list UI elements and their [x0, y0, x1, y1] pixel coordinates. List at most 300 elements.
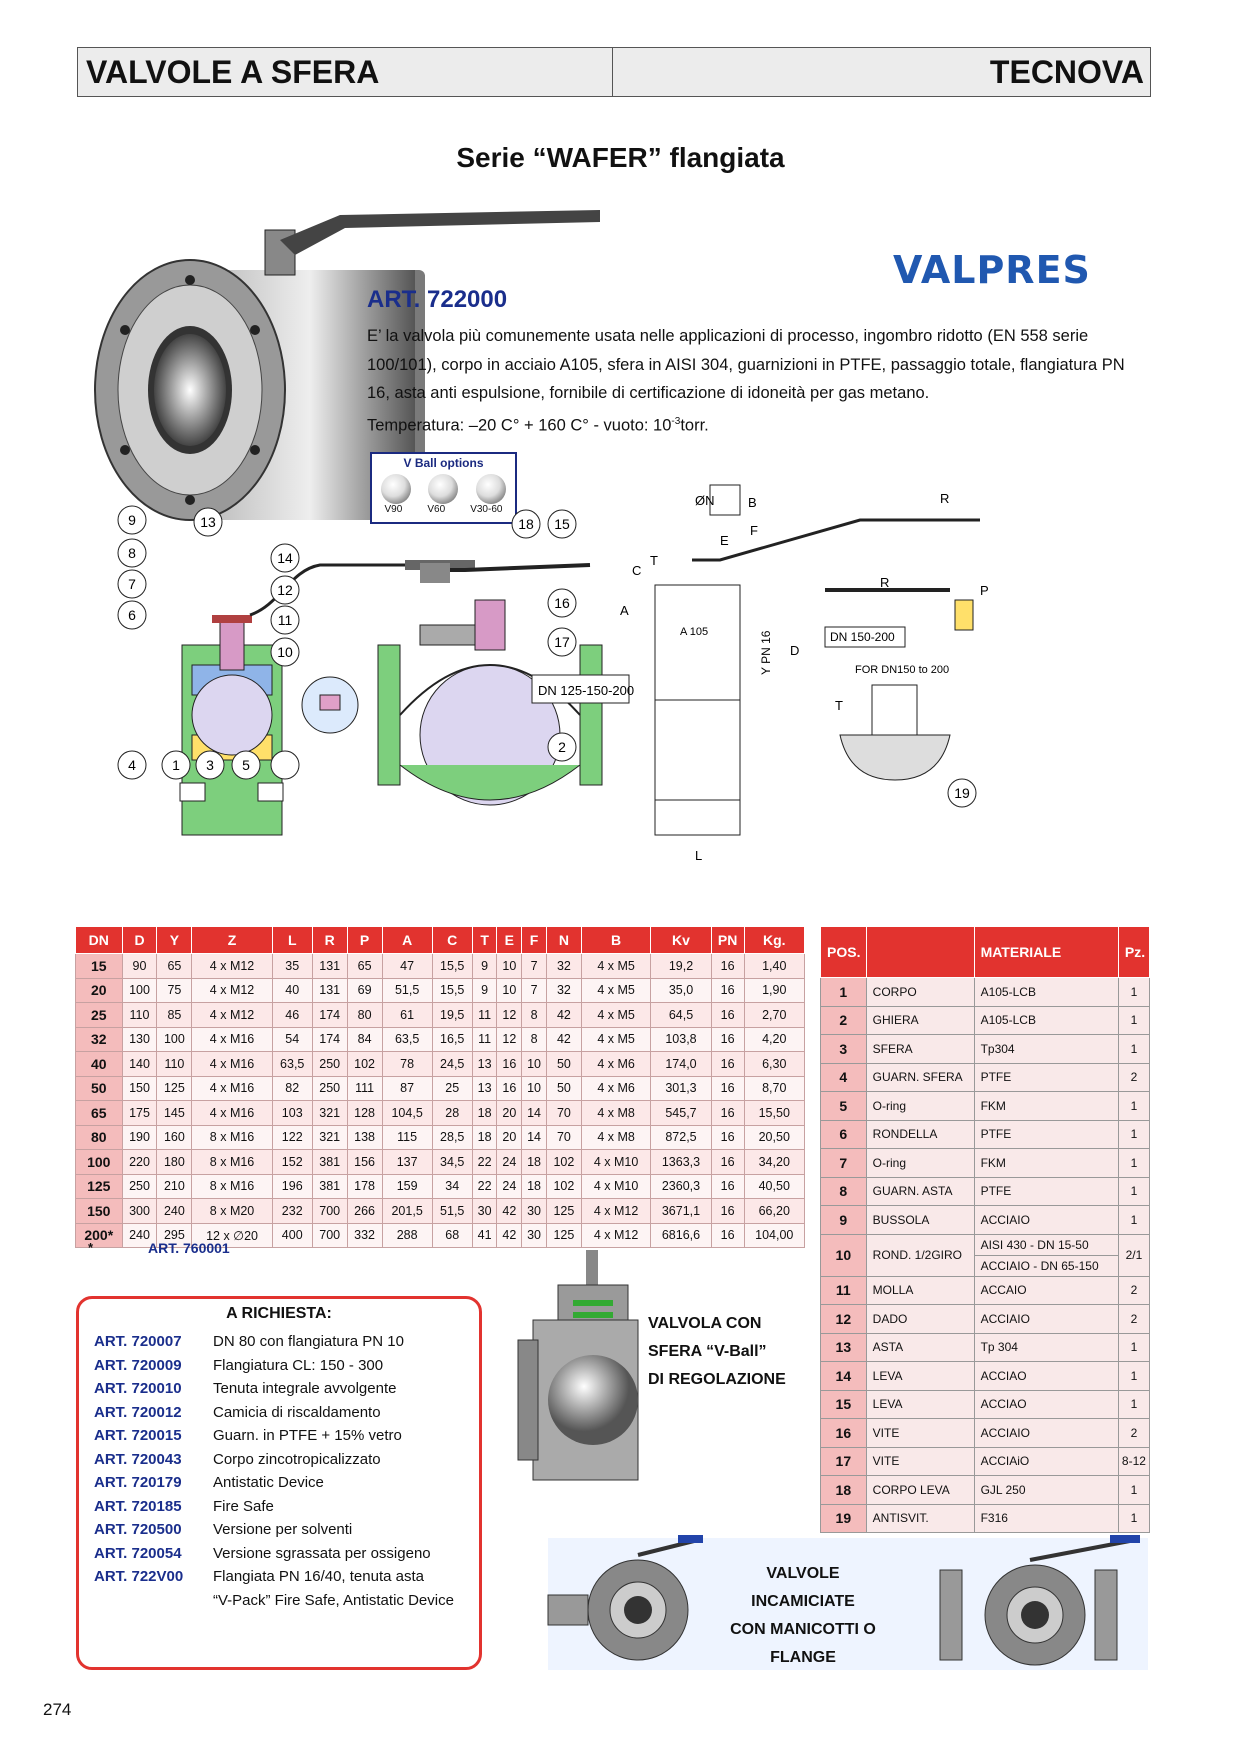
callout-16: 16	[554, 595, 570, 611]
dim-cell: 103,8	[651, 1027, 711, 1052]
dim-cell: 63,5	[382, 1027, 432, 1052]
callout-3: 3	[206, 757, 214, 773]
dim-cell: 300	[122, 1199, 157, 1224]
dim-cell: 54	[272, 1027, 312, 1052]
material-cell: ACCIAIO	[974, 1419, 1118, 1448]
dim-cell: 332	[347, 1223, 382, 1248]
material-cell: 4	[821, 1063, 867, 1092]
material-cell: ASTA	[866, 1333, 974, 1362]
dim-cell: 240	[157, 1199, 192, 1224]
dim-cell: 4 x M12	[581, 1223, 650, 1248]
option-description: Guarn. in PTFE + 15% vetro	[213, 1427, 402, 1444]
dim-cell: 90	[122, 954, 157, 979]
dim-cell: 65	[76, 1101, 123, 1126]
dim-cell: 872,5	[651, 1125, 711, 1150]
material-cell: 1	[1118, 1149, 1149, 1178]
dim-cell: 24	[497, 1150, 522, 1175]
dim-cell: 250	[122, 1174, 157, 1199]
dim-cell: 10	[497, 978, 522, 1003]
dim-cell: 4,20	[744, 1027, 804, 1052]
material-cell: LEVA	[866, 1362, 974, 1391]
material-cell: 1	[1118, 1362, 1149, 1391]
dim-cell: 545,7	[651, 1101, 711, 1126]
dim-cell: 34,5	[432, 1150, 472, 1175]
dim-cell: 4 x M16	[192, 1076, 272, 1101]
material-cell: 16	[821, 1419, 867, 1448]
dim-cell: 18	[522, 1150, 547, 1175]
dim-p: P	[980, 583, 989, 598]
option-description: Fire Safe	[213, 1497, 274, 1515]
dim-cell: 178	[347, 1174, 382, 1199]
dim-cell: 12	[497, 1003, 522, 1028]
material-cell: 18	[821, 1476, 867, 1505]
material-row	[821, 1476, 1150, 1505]
material-cell: DADO	[866, 1305, 974, 1334]
dim-cell: 137	[382, 1150, 432, 1175]
vball-options-box	[370, 452, 517, 524]
dim-cell: 321	[312, 1101, 347, 1126]
vball-label: V60	[427, 504, 446, 515]
material-cell: 1	[1118, 978, 1149, 1007]
material-cell: 11	[821, 1276, 867, 1305]
vball-label: V30-60	[470, 504, 503, 515]
dim-cell: 20	[497, 1101, 522, 1126]
option-description: DN 80 con flangiatura PN 10	[213, 1333, 404, 1350]
option-description: Camicia di riscaldamento	[213, 1403, 381, 1421]
dim-cell: 40,50	[744, 1174, 804, 1199]
dim-cell: 2360,3	[651, 1174, 711, 1199]
dim-cell: 22	[472, 1150, 497, 1175]
material-cell: RONDELLA	[866, 1120, 974, 1149]
material-cell: 12	[821, 1305, 867, 1334]
callout-13: 13	[200, 514, 216, 530]
material-cell: GUARN. SFERA	[866, 1063, 974, 1092]
material-cell: 19	[821, 1504, 867, 1533]
dim-cell: 288	[382, 1223, 432, 1248]
dim-l: L	[695, 848, 703, 863]
dim-cell: 8	[522, 1027, 547, 1052]
dim-cell: 16	[711, 954, 744, 979]
dim-cell: 125	[546, 1199, 581, 1224]
material-row	[821, 1305, 1150, 1334]
dim-cell: 42	[546, 1027, 581, 1052]
option-description: Corpo zincotropicalizzato	[213, 1450, 381, 1468]
dim-cell: 232	[272, 1199, 312, 1224]
header-title: VALVOLE A SFERA	[78, 48, 613, 96]
dim-cell: 1363,3	[651, 1150, 711, 1175]
dim-cell: 13	[472, 1076, 497, 1101]
material-row	[821, 1120, 1150, 1149]
dim-cell: 4 x M16	[192, 1027, 272, 1052]
dim-cell: 11	[472, 1003, 497, 1028]
option-code: ART. 720012	[94, 1403, 182, 1421]
material-cell: 1	[1118, 1035, 1149, 1064]
dim-cell: 65	[157, 954, 192, 979]
dim-cell: 35,0	[651, 978, 711, 1003]
dim-header-2: Y	[157, 927, 192, 954]
dim-cell: 301,3	[651, 1076, 711, 1101]
dim-cell: 4 x M5	[581, 978, 650, 1003]
material-row	[821, 978, 1150, 1007]
dim-cell: 150	[122, 1076, 157, 1101]
dim-cell: 180	[157, 1150, 192, 1175]
dim-cell: 64,5	[651, 1003, 711, 1028]
dim-cell: 381	[312, 1174, 347, 1199]
material-cell: 2	[1118, 1063, 1149, 1092]
dim-c: C	[632, 563, 642, 578]
dim-cell: 145	[157, 1101, 192, 1126]
dim-b: B	[748, 495, 757, 510]
dim-cell: 50	[546, 1076, 581, 1101]
material-cell: ACCAIO	[974, 1276, 1118, 1305]
option-description: Flangiata PN 16/40, tenuta asta	[213, 1568, 424, 1585]
table-row	[76, 1150, 805, 1175]
material-cell: SFERA	[866, 1035, 974, 1064]
material-cell: A105-LCB	[974, 978, 1118, 1007]
dim-cell: 8 x M16	[192, 1150, 272, 1175]
dim-cell: 8 x M20	[192, 1199, 272, 1224]
dim-cell: 102	[347, 1052, 382, 1077]
callout-2b: 2	[558, 739, 566, 755]
option-code: ART. 720500	[94, 1521, 182, 1538]
dim-cell: 18	[472, 1125, 497, 1150]
table-row	[76, 1199, 805, 1224]
dim-cell: 3671,1	[651, 1199, 711, 1224]
dim-header-1: D	[122, 927, 157, 954]
dim-cell: 63,5	[272, 1052, 312, 1077]
callout-18: 18	[518, 516, 534, 532]
dim-cell: 266	[347, 1199, 382, 1224]
dim-cell: 32	[76, 1027, 123, 1052]
table-row	[76, 1101, 805, 1126]
material-cell: 1	[821, 978, 867, 1007]
material-row	[821, 1006, 1150, 1035]
material-cell: PTFE	[974, 1120, 1118, 1149]
material-cell: ACCIAO	[974, 1362, 1118, 1391]
dim-cell: 102	[546, 1150, 581, 1175]
dim-cell: 42	[497, 1199, 522, 1224]
material-cell: 2	[1118, 1419, 1149, 1448]
dim-cell: 174,0	[651, 1052, 711, 1077]
material-cell: 8	[821, 1177, 867, 1206]
dim-cell: 25	[432, 1076, 472, 1101]
material-cell: 17	[821, 1447, 867, 1476]
material-cell: O-ring	[866, 1092, 974, 1121]
dim-cell: 4 x M6	[581, 1052, 650, 1077]
material-cell: 1	[1118, 1006, 1149, 1035]
material-cell: 2	[1118, 1276, 1149, 1305]
dim-cell: 104,5	[382, 1101, 432, 1126]
dim-header-16: Kg.	[744, 927, 804, 954]
material-cell: 2/1	[1118, 1234, 1149, 1276]
dim-cell: 87	[382, 1076, 432, 1101]
material-cell: A105-LCB	[974, 1006, 1118, 1035]
dim-cell: 160	[157, 1125, 192, 1150]
dim-cell: 16	[711, 1101, 744, 1126]
dim-cell: 46	[272, 1003, 312, 1028]
option-description: Versione per solventi	[213, 1521, 353, 1538]
dim-r2: R	[880, 575, 890, 590]
dim-cell: 84	[347, 1027, 382, 1052]
ypn-label: Y PN 16	[759, 630, 773, 675]
dim-cell: 12	[497, 1027, 522, 1052]
callout-11: 11	[277, 612, 293, 628]
dim-n: ØN	[695, 493, 715, 508]
footnote-article: ART. 760001	[148, 1240, 230, 1256]
materials-table	[820, 926, 1150, 1533]
on-request-box	[76, 1296, 482, 1670]
dim-cell: 15	[76, 954, 123, 979]
material-row	[821, 1092, 1150, 1121]
table-row	[76, 1076, 805, 1101]
dim-cell: 2,70	[744, 1003, 804, 1028]
material-row	[821, 1177, 1150, 1206]
material-cell: AISI 430 - DN 15-50 ACCIAIO - DN 65-150	[974, 1234, 1118, 1276]
material-cell: ACCIAO	[974, 1390, 1118, 1419]
dim-cell: 700	[312, 1199, 347, 1224]
dim-cell: 9	[472, 978, 497, 1003]
dim-cell: 25	[76, 1003, 123, 1028]
ball-icon	[381, 474, 411, 504]
dim-cell: 13	[472, 1052, 497, 1077]
dim-cell: 16,5	[432, 1027, 472, 1052]
dim-cell: 8 x M16	[192, 1174, 272, 1199]
dim-cell: 140	[122, 1052, 157, 1077]
dim-header-4: L	[272, 927, 312, 954]
material-row	[821, 1419, 1150, 1448]
option-code: ART. 720054	[94, 1544, 182, 1562]
dim-cell: 12 x ∅20	[192, 1223, 272, 1248]
dim-cell: 16	[711, 1150, 744, 1175]
dim-cell: 9	[472, 954, 497, 979]
dim-cell: 110	[122, 1003, 157, 1028]
material-row	[821, 1234, 1150, 1276]
material-cell: GUARN. ASTA	[866, 1177, 974, 1206]
dim-cell: 100	[122, 978, 157, 1003]
dim-cell: 16	[711, 1125, 744, 1150]
dim-cell: 111	[347, 1076, 382, 1101]
dim-cell: 16	[711, 1174, 744, 1199]
dim-cell: 30	[472, 1199, 497, 1224]
dim-cell: 19,5	[432, 1003, 472, 1028]
dim-cell: 1,40	[744, 954, 804, 979]
dim-cell: 50	[76, 1076, 123, 1101]
dim-cell: 6816,6	[651, 1223, 711, 1248]
dim-cell: 4 x M16	[192, 1101, 272, 1126]
dim-cell: 210	[157, 1174, 192, 1199]
dim-cell: 8,70	[744, 1076, 804, 1101]
material-cell: ACCIAIO	[974, 1206, 1118, 1235]
header-brand: TECNOVA	[989, 54, 1144, 90]
material-row	[821, 1362, 1150, 1391]
dim-cell: 100	[157, 1027, 192, 1052]
dim-cell: 80	[347, 1003, 382, 1028]
dim-header-5: R	[312, 927, 347, 954]
material-cell: 2	[1118, 1305, 1149, 1334]
material-cell: 15	[821, 1390, 867, 1419]
dim-cell: 42	[546, 1003, 581, 1028]
dim-cell: 32	[546, 978, 581, 1003]
dim-r: R	[940, 491, 950, 506]
dim-f: F	[750, 523, 758, 538]
dim-cell: 20	[497, 1125, 522, 1150]
dim-cell: 80	[76, 1125, 123, 1150]
option-description: Versione sgrassata per ossigeno	[213, 1544, 431, 1562]
dim-cell: 10	[522, 1076, 547, 1101]
callout-1: 1	[172, 757, 180, 773]
dim-cell: 1,90	[744, 978, 804, 1003]
dim-t: T	[650, 553, 658, 568]
material-row	[821, 1390, 1150, 1419]
callout-9: 9	[128, 512, 136, 528]
dim-cell: 110	[157, 1052, 192, 1077]
dim-cell: 4 x M12	[192, 954, 272, 979]
callout-12: 12	[277, 582, 293, 598]
material-cell: 10	[821, 1234, 867, 1276]
material-cell: LEVA	[866, 1390, 974, 1419]
dim-cell: 4 x M5	[581, 954, 650, 979]
dn-box2-label: DN 150-200	[830, 630, 895, 644]
dim-cell: 18	[522, 1174, 547, 1199]
for-dn-label: FOR DN150 to 200	[855, 664, 950, 676]
material-cell: MOLLA	[866, 1276, 974, 1305]
dim-cell: 175	[122, 1101, 157, 1126]
option-code: ART. 720009	[94, 1356, 182, 1374]
dim-cell: 16	[711, 1052, 744, 1077]
option-description: Tenuta integrale avvolgente	[213, 1380, 397, 1397]
dim-cell: 22	[472, 1174, 497, 1199]
dim-cell: 200*	[76, 1223, 123, 1248]
callout-4: 4	[128, 757, 136, 773]
material-cell: 1	[1118, 1504, 1149, 1533]
table-row	[76, 1027, 805, 1052]
table-row	[76, 1003, 805, 1028]
material-cell: VITE	[866, 1419, 974, 1448]
dim-cell: 78	[382, 1052, 432, 1077]
dim-cell: 16	[711, 1003, 744, 1028]
dim-cell: 16	[497, 1076, 522, 1101]
callout-7: 7	[128, 576, 136, 592]
table-row	[76, 1174, 805, 1199]
dim-cell: 14	[522, 1125, 547, 1150]
dim-cell: 4 x M10	[581, 1150, 650, 1175]
callout-17: 17	[554, 634, 570, 650]
description	[367, 322, 1147, 440]
dim-cell: 18	[472, 1101, 497, 1126]
material-cell: VITE	[866, 1447, 974, 1476]
dim-cell: 100	[76, 1150, 123, 1175]
dim-cell: 30	[522, 1223, 547, 1248]
material-row	[821, 1149, 1150, 1178]
article-title: ART. 722000	[367, 286, 508, 313]
dim-cell: 20	[76, 978, 123, 1003]
material-cell: ACCIAiO	[974, 1447, 1118, 1476]
material-cell: 1	[1118, 1476, 1149, 1505]
dim-cell: 70	[546, 1125, 581, 1150]
callout-14: 14	[277, 550, 293, 566]
material-cell: 1	[1118, 1390, 1149, 1419]
dim-cell: 131	[312, 954, 347, 979]
material-cell: CORPO	[866, 978, 974, 1007]
dim-cell: 6,30	[744, 1052, 804, 1077]
option-description: “V-Pack” Fire Safe, Antistatic Device	[213, 1591, 454, 1609]
dim-t2: T	[835, 698, 843, 713]
dim-cell: 125	[546, 1223, 581, 1248]
dim-cell: 85	[157, 1003, 192, 1028]
dim-cell: 190	[122, 1125, 157, 1150]
material-header-1	[866, 927, 974, 978]
material-cell: 2	[821, 1006, 867, 1035]
material-cell: 8-12	[1118, 1447, 1149, 1476]
dim-cell: 152	[272, 1150, 312, 1175]
dim-cell: 159	[382, 1174, 432, 1199]
material-cell: 1	[1118, 1092, 1149, 1121]
dim-cell: 4 x M12	[192, 978, 272, 1003]
dim-cell: 321	[312, 1125, 347, 1150]
dimensions-table	[75, 926, 805, 1248]
callout-6: 6	[128, 607, 136, 623]
dim-cell: 174	[312, 1027, 347, 1052]
ball-icon	[476, 474, 506, 504]
dim-cell: 104,00	[744, 1223, 804, 1248]
material-cell: O-ring	[866, 1149, 974, 1178]
material-cell: 1	[1118, 1177, 1149, 1206]
table-row	[76, 1125, 805, 1150]
dim-header-12: N	[546, 927, 581, 954]
dim-cell: 8 x M16	[192, 1125, 272, 1150]
dim-header-13: B	[581, 927, 650, 954]
callout-19: 19	[954, 785, 970, 801]
dim-header-10: E	[497, 927, 522, 954]
material-cell: Tp304	[974, 1035, 1118, 1064]
material-cell: 14	[821, 1362, 867, 1391]
vball-cutaway-photo	[518, 1250, 648, 1480]
dim-cell: 16	[711, 1223, 744, 1248]
dim-cell: 103	[272, 1101, 312, 1126]
dim-cell: 66,20	[744, 1199, 804, 1224]
dim-cell: 131	[312, 978, 347, 1003]
dim-cell: 75	[157, 978, 192, 1003]
page-number: 274	[43, 1700, 72, 1719]
vball-title: V Ball options	[403, 456, 484, 470]
temperature-line: Temperatura: –20 C° + 160 C° - vuoto: $10^{-3}torr$.	[367, 415, 709, 434]
dim-cell: 42	[497, 1223, 522, 1248]
material-row	[821, 1504, 1150, 1533]
callout-15: 15	[554, 516, 570, 532]
material-cell: FKM	[974, 1092, 1118, 1121]
option-description: Flangiatura CL: 150 - 300	[213, 1356, 384, 1374]
material-cell: Tp 304	[974, 1333, 1118, 1362]
option-description: Antistatic Device	[213, 1474, 324, 1491]
dim-cell: 102	[546, 1174, 581, 1199]
dim-cell: 10	[497, 954, 522, 979]
dim-header-14: Kv	[651, 927, 711, 954]
dim-cell: 51,5	[382, 978, 432, 1003]
dim-cell: 20,50	[744, 1125, 804, 1150]
dim-cell: 250	[312, 1076, 347, 1101]
material-row	[821, 1276, 1150, 1305]
material-cell: 1	[1118, 1333, 1149, 1362]
dim-cell: 34,20	[744, 1150, 804, 1175]
dim-cell: 125	[157, 1076, 192, 1101]
dim-cell: 4 x M12	[581, 1199, 650, 1224]
dim-cell: 70	[546, 1101, 581, 1126]
material-cell: 7	[821, 1149, 867, 1178]
dim-cell: 400	[272, 1223, 312, 1248]
dim-cell: 28	[432, 1101, 472, 1126]
table-row	[76, 978, 805, 1003]
material-cell: ANTISVIT.	[866, 1504, 974, 1533]
